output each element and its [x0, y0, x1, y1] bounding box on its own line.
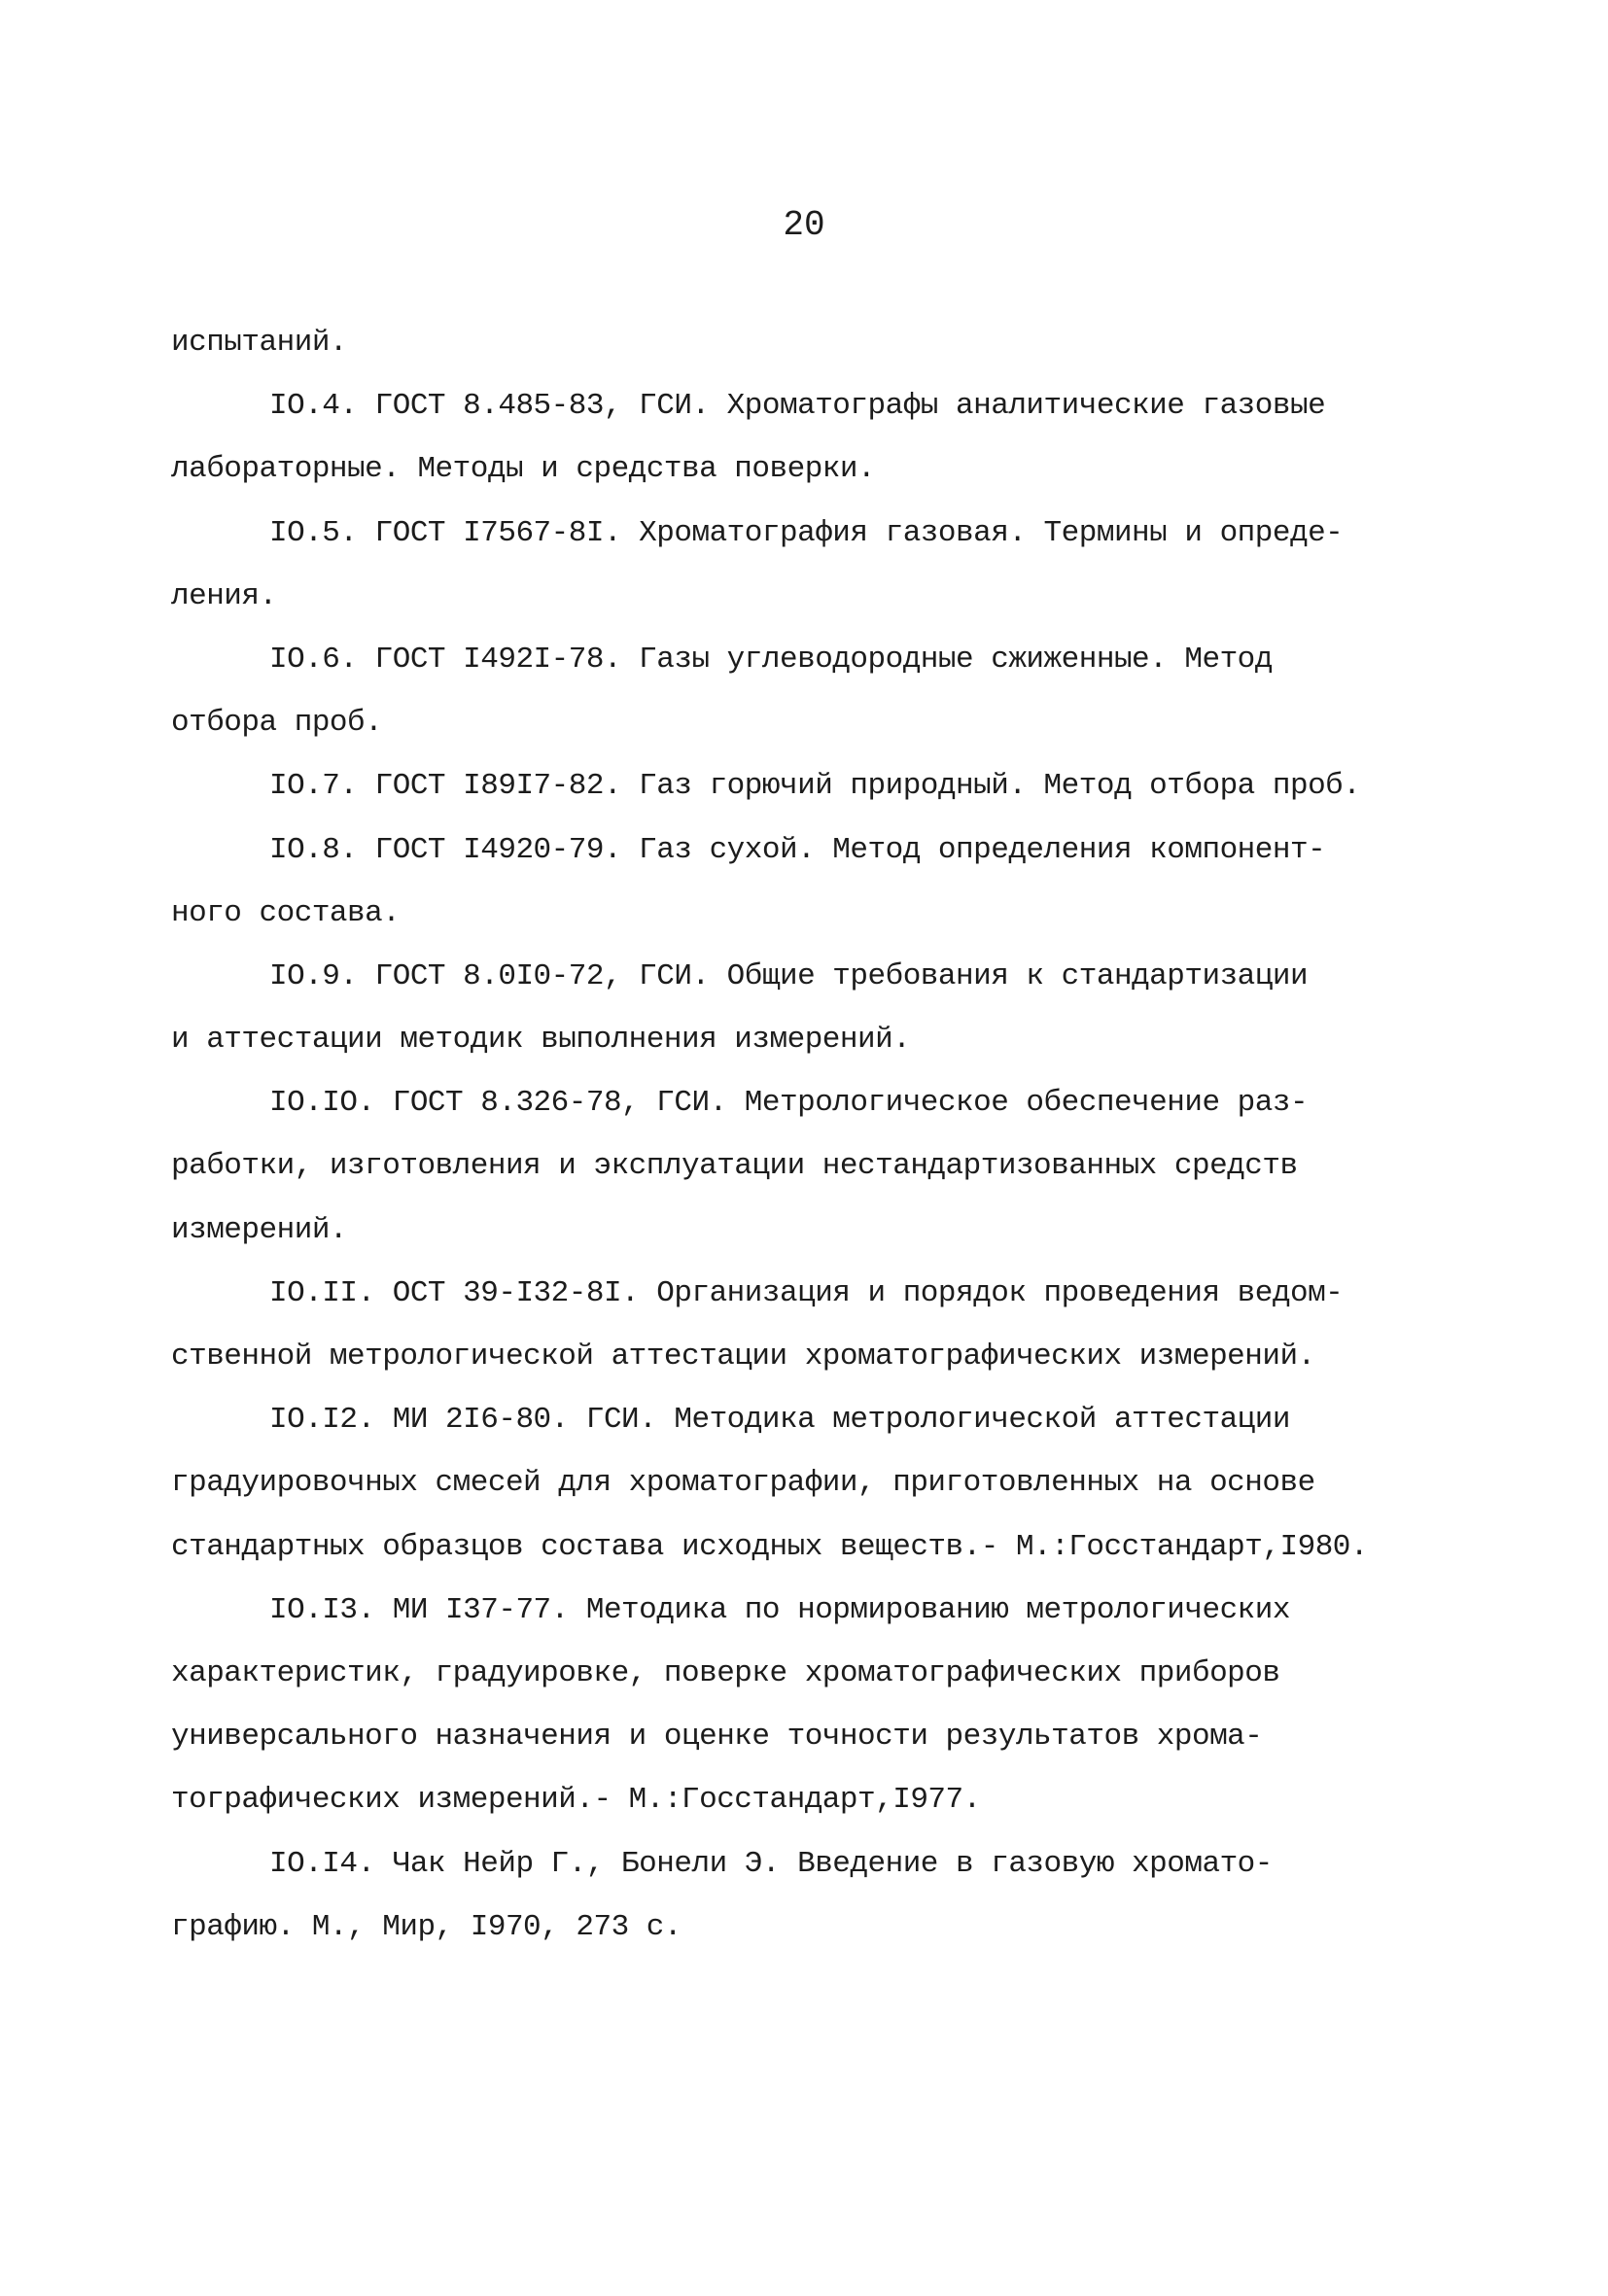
reference-entry-line: IO.IO. ГОСТ 8.326-78, ГСИ. Метрологическое обеспечение раз- — [269, 1086, 1309, 1121]
reference-entry-line: IO.II. ОСТ 39-I32-8I. Организация и порядок проведения ведом- — [269, 1275, 1344, 1310]
text-line: ственной метрологической аттестации хроматографических измерений. — [171, 1339, 1315, 1374]
reference-entry-line: IO.9. ГОСТ 8.0I0-72, ГСИ. Общие требования к стандартизации — [269, 958, 1309, 993]
text-line: характеристик, градуировке, поверке хроматографических приборов — [171, 1655, 1280, 1690]
reference-entry-line: IO.I2. МИ 2I6-80. ГСИ. Методика метрологической аттестации — [269, 1403, 1290, 1438]
reference-entry-line: IO.I4. Чак Нейр Г., Бонели Э. Введение в газовую хромато- — [269, 1846, 1273, 1881]
reference-entry-line: IO.6. ГОСТ I492I-78. Газы углеводородные сжиженные. Метод — [269, 642, 1273, 677]
text-line: отбора проб. — [171, 706, 383, 741]
text-line: лабораторные. Методы и средства поверки. — [171, 452, 876, 487]
text-line: градуировочных смесей для хроматографии, приготовленных на основе — [171, 1466, 1315, 1501]
text-line: испытаний. — [171, 326, 348, 360]
text-line: стандартных образцов состава исходных веществ.- М.:Госстандарт,I980. — [171, 1529, 1369, 1564]
text-line: графию. М., Мир, I970, 273 с. — [171, 1909, 682, 1944]
page-number: 20 — [783, 205, 825, 245]
reference-entry-line: IO.I3. МИ I37-77. Методика по нормированию метрологических — [269, 1592, 1290, 1627]
text-line: работки, изготовления и эксплуатации нестандартизованных средств — [171, 1149, 1298, 1184]
reference-entry-line: IO.7. ГОСТ I89I7-82. Газ горючий природный. Метод отбора проб. — [269, 769, 1361, 804]
text-line: и аттестации методик выполнения измерений. — [171, 1023, 911, 1058]
text-line: ного состава. — [171, 895, 401, 930]
text-line: измерений. — [171, 1212, 348, 1247]
text-line: универсального назначения и оценке точности результатов хрома- — [171, 1720, 1263, 1755]
reference-entry-line: IO.8. ГОСТ I4920-79. Газ сухой. Метод определения компонент- — [269, 832, 1326, 867]
reference-entry-line: IO.4. ГОСТ 8.485-83, ГСИ. Хроматографы аналитические газовые — [269, 389, 1326, 424]
text-line: ления. — [171, 578, 277, 613]
reference-list — [171, 311, 1532, 1959]
text-line: тографических измерений.- М.:Госстандарт,I977. — [171, 1783, 981, 1818]
reference-entry-line: IO.5. ГОСТ I7567-8I. Хроматография газовая. Термины и опреде- — [269, 515, 1344, 550]
